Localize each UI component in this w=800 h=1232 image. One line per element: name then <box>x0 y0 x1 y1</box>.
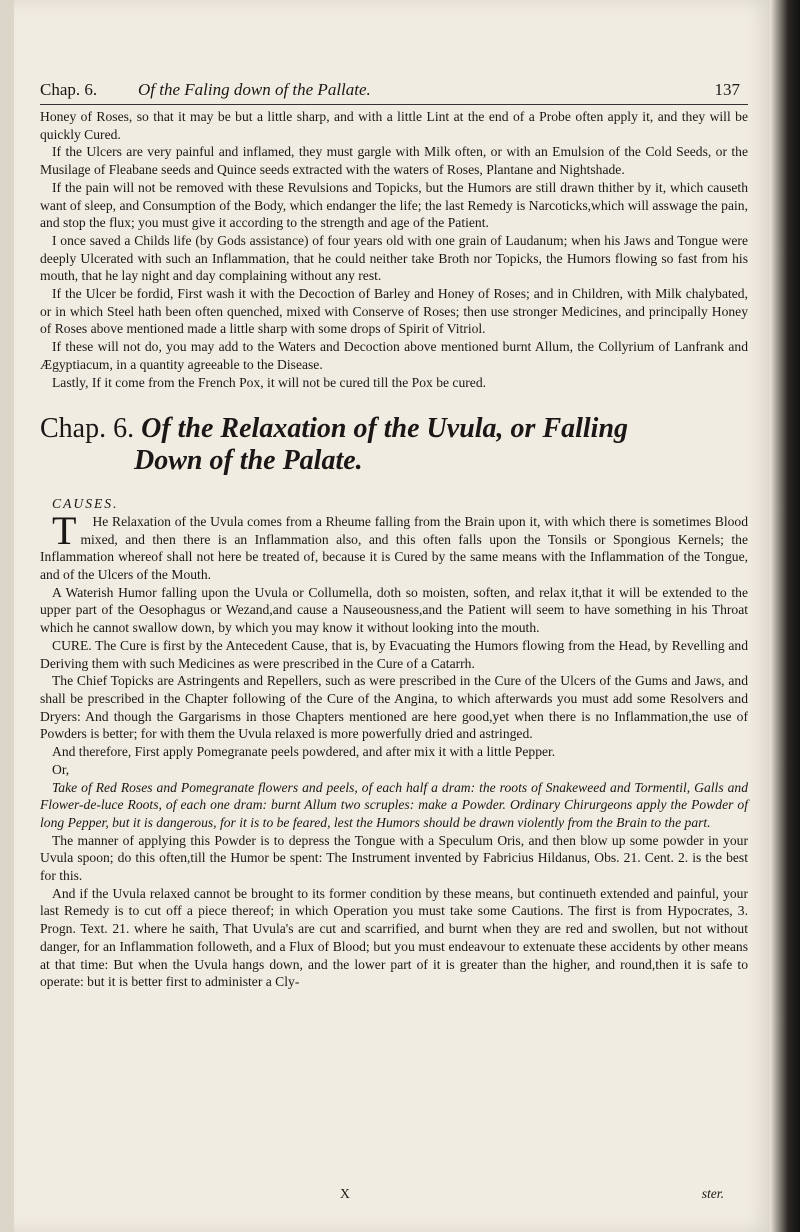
paragraph: Honey of Roses, so that it may be but a little sharp, and with a little Lint at the end of a Probe often apply it, and they will be quickly Cured. <box>40 109 748 142</box>
paragraph: A Waterish Humor falling upon the Uvula or Collumella, doth so moisten, soften, and relax it,that it will be extended to the upper part of the Oesophagus or Wezand,and cause a Nauseousness,and the Patient will seem to have something in his Throat which he cannot swallow down, by which you may know it without looking into the mouth. <box>40 584 748 636</box>
chapter-title-line2: Down of the Palate. <box>134 445 363 477</box>
chapter-heading <box>40 413 748 477</box>
catchword: ster. <box>701 1186 724 1201</box>
causes-text: He Relaxation of the Uvula comes from a Rheume falling from the Brain upon it, with which there is sometimes Blood mixed, and then there is an Inflammation also, and this often falls upon the Tonsils or Spongious Kernels; the Inflammation whereof shall not here be treated of, because it is Cured by the same means with the Inflammation of the Tongue, and of the Ulcers of the Mouth. <box>40 513 748 583</box>
causes-paragraph <box>40 507 748 584</box>
book-page <box>14 0 774 1232</box>
paragraph: CURE. The Cure is first by the Antecedent Cause, that is, by Evacuating the Humors flowing from the Head, by Revelling and Deriving them with such Medicines as were prescribed in the Cure of a Catarrh. <box>40 637 748 671</box>
drop-cap: T <box>52 507 77 553</box>
signature-mark: X <box>340 1186 350 1201</box>
running-head <box>40 80 748 102</box>
chapter-title-line1: Of the Relaxation of the Uvula, or Falling <box>141 413 629 445</box>
page-body <box>40 108 748 991</box>
running-head-title: Of the Faling down of the Pallate. <box>138 80 371 99</box>
paragraph: If the Ulcer be fordid, First wash it with the Decoction of Barley and Honey of Roses; and in Children, with Milk chalybated, or in which Steel hath been often quenched, mixed with Conserve of Roses; then use stronger Medicines, and principally Honey of Roses above mentioned made a little sharp with some drops of Spirit of Vitriol. <box>40 286 748 337</box>
paragraph: If these will not do, you may add to the Waters and Decoction above mentioned burnt Allum, the Collyrium of Lanfrank and Ægyptiacum, in a quantity agreeable to the Disease. <box>40 339 748 372</box>
paragraph: And therefore, First apply Pomegranate peels powdered, and after mix it with a little Pepper. <box>52 744 556 760</box>
paragraph: Or, <box>52 761 70 777</box>
page-footer <box>40 1186 748 1204</box>
paragraph: If the pain will not be removed with these Revulsions and Topicks, but the Humors are still drawn thither by it, which causeth want of sleep, and Consumption of the Body, which endanger the life; the last Remedy is Narcoticks,which will asswage the pain, and stop the flux; you must give it according to the strength and age of the Patient. <box>40 179 748 231</box>
running-head-chapter: Chap. 6. <box>40 80 98 99</box>
chapter-label: Chap. 6. <box>40 413 135 445</box>
recipe-paragraph: Take of Red Roses and Pomegranate flowers and peels, of each half a dram: the roots of Snakeweed and Tormentil, Galls and Flower-de-luce Roots, of each one dram: burnt Allum two scruples: make a Powder. Ordinary Chirurgeons apply the Powder of long Pepper, but it is dangerous, for it is to be feared, lest the Humors should be drawn violently from the Brain to the part. <box>40 779 748 830</box>
paragraph: And if the Uvula relaxed cannot be brought to its former condition by these means, but continueth extended and painful, your last Remedy is to cut off a piece thereof; in which Operation you must take some Cautions. The first is from Hypocrates, 3. Progn. Text. 21. where he saith, That Uvula's are cut and scarrified, and burnt when they are red and swollen, but not without danger, for an Inflammation followeth, and a Flux of Blood; but you must endeavour to extenuate these accidents by other means at that time: But when the Uvula hangs down, and the lower part of it is greater than the higher, and round,then it is safe to operate: but it is better first to administer a Cly- <box>40 885 748 990</box>
book-spine-edge <box>770 0 800 1232</box>
paragraph: Lastly, If it come from the French Pox, it will not be cured till the Pox be cured. <box>52 374 487 390</box>
paragraph: The Chief Topicks are Astringents and Repellers, such as were prescribed in the Cure of the Ulcers of the Gums and Jaws, and shall be prescribed in the Chapter following of the Cure of the Angina, to which afterwards you must add some Resolvers and Dryers: And though the Gargarisms in those Chapters mentioned are here good,yet when there is no Inflammation,the use of Powders is better; for with them the Uvula relaxed is more powerfully dried and astringed. <box>40 673 748 742</box>
section-label-causes: CAUSES. <box>52 496 119 512</box>
page-number: 137 <box>714 80 740 99</box>
paragraph: If the Ulcers are very painful and inflamed, they must gargle with Milk often, or with an Emulsion of the Cold Seeds, or the Musilage of Fleabane seeds and Quince seeds extracted with the waters of Roses, Plantane and Nightshade. <box>40 144 748 178</box>
paragraph: I once saved a Childs life (by Gods assistance) of four years old with one grain of Laudanum; when his Jaws and Tongue were deeply Ulcerated with such an Inflammation, that he could neither take Broth nor Topicks, the Humors flowing so fast from his mouth, that he lay night and day complaining without any rest. <box>40 232 748 284</box>
header-rule <box>40 104 748 105</box>
paragraph: The manner of applying this Powder is to depress the Tongue with a Speculum Oris, and then blow up some powder in your Uvula spoon; do this often,till the Humor be spent: The Instrument invented by Fabricius Hildanus, Obs. 21. Cent. 2. is the best for this. <box>40 832 748 884</box>
